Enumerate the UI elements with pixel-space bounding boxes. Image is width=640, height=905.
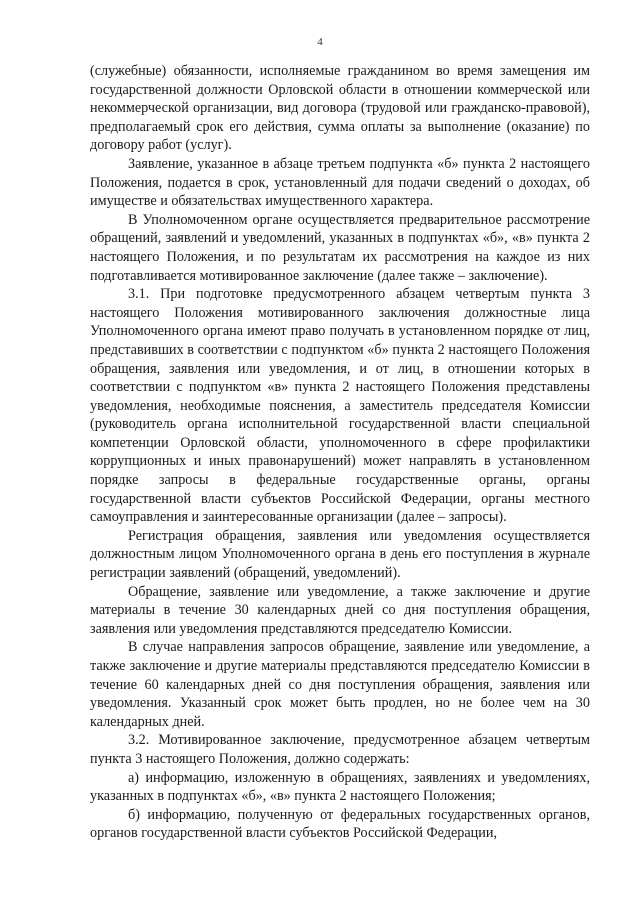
paragraph-3-1: 3.1. При подготовке предусмотренного абзацем четвертым пункта 3 настоящего Положения мотивированного заключения должностные лица Уполномоченного органа имеют право получать в установленном порядке от лиц, представивших в соответствии с подпунктом «б» пункта 2 настоящего Положения обращения, заявления или уведомления, и от лиц, в отношении которых в соответствии с подпунктом «в» пункта 2 настоящего Положения представлены уведомления, необходимые пояснения, а заместитель председателя Комиссии (руководитель органа исполнительной государственной власти специальной компетенции Орловской области, уполномоченного в сфере профилактики коррупционных и иных правонарушений) может направлять в установленном порядке запросы в федеральные государственные органы, органы государственной власти субъектов Российской Федерации, органы местного самоуправления и заинтересованные организации (далее – запросы). <box>90 286 590 526</box>
list-item-a: а) информацию, изложенную в обращениях, заявлениях и уведомлениях, указанных в подпунктах «б», «в» пункта 2 настоящего Положения; <box>90 769 590 805</box>
list-item-b: б) информацию, полученную от федеральных государственных органов, органов государственной власти субъектов Российской Федерации, <box>90 806 590 842</box>
paragraph-application-deadline: Заявление, указанное в абзаце третьем подпункта «б» пункта 2 настоящего Положения, подается в срок, установленный для подачи сведений о доходах, об имуществе и обязательствах имущественного характера. <box>90 155 590 210</box>
paragraph-registration: Регистрация обращения, заявления или уведомления осуществляется должностным лицом Уполномоченного органа в день его поступления в журнале регистрации заявлений (обращений, уведомлений). <box>90 527 590 582</box>
paragraph-3-2: 3.2. Мотивированное заключение, предусмотренное абзацем четвертым пункта 3 настоящего Положения, должно содержать: <box>90 732 590 767</box>
document-body <box>90 62 590 843</box>
page-number: 4 <box>317 36 323 48</box>
paragraph-preliminary-review: В Уполномоченном органе осуществляется предварительное рассмотрение обращений, заявлений и уведомлений, указанных в подпунктах «б», «в» пункта 2 настоящего Положения, и по результатам их рассмотрения на каждое из них подготавливается мотивированное заключение (далее также – заключение). <box>90 211 590 284</box>
paragraph-60-days: В случае направления запросов обращение, заявление или уведомление, а также заключение и другие материалы представляются председателю Комиссии в течение 60 календарных дней со дня поступления обращения, заявления или уведомления. Указанный срок может быть продлен, но не более чем на 30 календарных дней. <box>90 639 590 730</box>
paragraph-30-days: Обращение, заявление или уведомление, а также заключение и другие материалы в течение 30 календарных дней со дня поступления обращения, заявления или уведомления представляются председателю Комиссии. <box>90 583 590 637</box>
paragraph-continuation: (служебные) обязанности, исполняемые гражданином во время замещения им государственной должности Орловской области в отношении коммерческой или некоммерческой организации, вид договора (трудовой или гражданско-правовой), предполагаемый срок его действия, сумма оплаты за выполнение (оказание) по договору работ (услуг). <box>90 63 590 154</box>
